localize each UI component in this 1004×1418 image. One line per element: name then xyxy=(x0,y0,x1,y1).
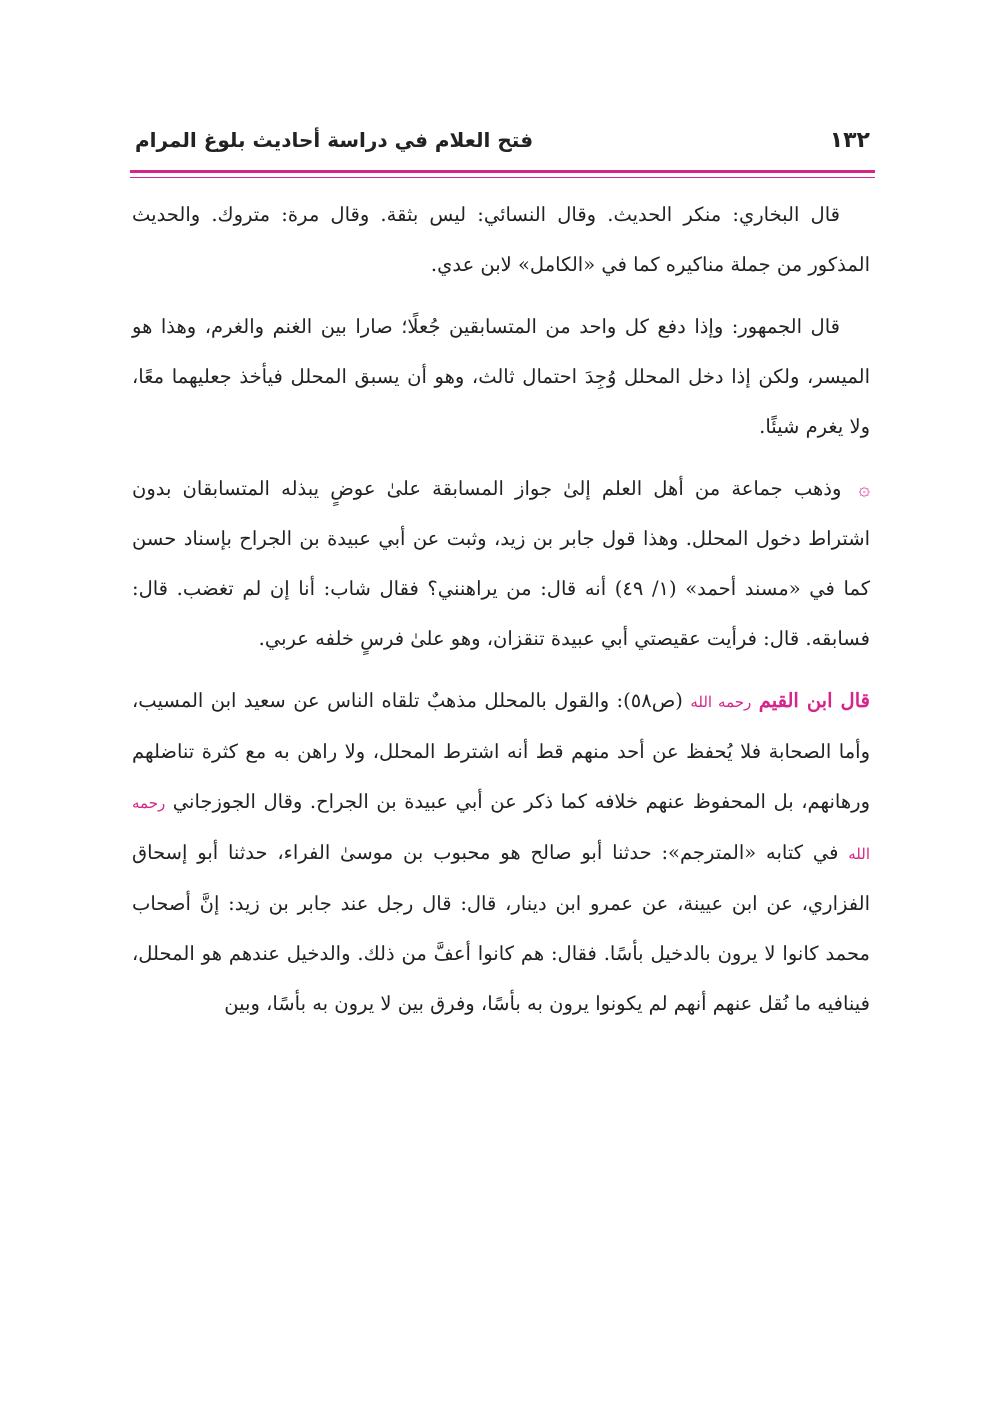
paragraph-4-text-1: (ص٥٨): والقول بالمحلل مذهبٌ تلقاه الناس عن سعيد ابن المسيب، وأما الصحابة فلا يُحفظ عن أحد منهم قط أنه اشترط المحلل، ولا راهن به مع كثرة تناضلهم ورهانهم، بل المحفوظ عنهم خلافه كما ذكر عن أبي عبيدة بن الجراح. وقال الجوزجاني xyxy=(132,689,870,813)
header-rule-thick xyxy=(130,170,875,173)
paragraph-2 xyxy=(132,302,870,452)
paragraph-4 xyxy=(132,676,870,1029)
page-body xyxy=(132,190,870,1041)
rahimahullah-ligature-icon-2: رحمه الله xyxy=(132,794,871,863)
page-number: ١٣٢ xyxy=(829,128,870,153)
paragraph-4-text-2: في كتابه «المترجم»: حدثنا أبو صالح هو محبوب بن موسىٰ الفراء، حدثنا أبو إسحاق الفزاري، عن ابن عيينة، عن عمرو ابن دينار، قال: قال رجل عند جابر بن زيد: إنَّ أصحاب محمد كانوا لا يرون بالدخيل بأسًا. فقال: هم كانوا أعفَّ من ذلك. والدخيل عندهم هو المحلل، فينافيه ما نُقل عنهم أنهم لم يكونوا يرون به بأسًا، وفرق بين لا يرون به بأسًا، وبين xyxy=(132,841,870,1015)
rahimahullah-ligature-icon: رحمه الله xyxy=(690,693,752,711)
paragraph-2-text: قال الجمهور: وإذا دفع كل واحد من المتسابقين جُعلًا؛ صارا بين الغنم والغرم، وهذا هو الميسر، ولكن إذا دخل المحلل وُجِدَ احتمال ثالث، وهو أن يسبق المحلل فيأخذ جعليهما معًا، ولا يغرم شيئًا. xyxy=(132,315,870,438)
paragraph-1 xyxy=(132,190,870,290)
ibn-qayyim-lead: قال ابن القيم xyxy=(758,689,870,712)
paragraph-3 xyxy=(132,464,870,664)
header-rule-thin xyxy=(130,177,875,178)
flower-ornament-icon: ۞ xyxy=(858,477,871,500)
paragraph-1-text: قال البخاري: منكر الحديث. وقال النسائي: ليس بثقة. وقال مرة: متروك. والحديث المذكور من جملة مناكيره كما في «الكامل» لابن عدي. xyxy=(132,203,870,276)
page-header xyxy=(135,122,870,162)
paragraph-3-text: وذهب جماعة من أهل العلم إلىٰ جواز المسابقة علىٰ عوضٍ يبذله المتسابقان بدون اشتراط دخول المحلل. وهذا قول جابر بن زيد، وثبت عن أبي عبيدة بن الجراح بإسناد حسن كما في «مسند أحمد» (١/ ٤٩) أنه قال: من يراهنني؟ فقال شاب: أنا إن لم تغضب. قال: فسابقه. قال: فرأيت عقيصتي أبي عبيدة تنقزان، وهو علىٰ فرسٍ خلفه عربي. xyxy=(132,477,870,650)
running-title: فتح العلام في دراسة أحاديث بلوغ المرام xyxy=(135,128,534,152)
